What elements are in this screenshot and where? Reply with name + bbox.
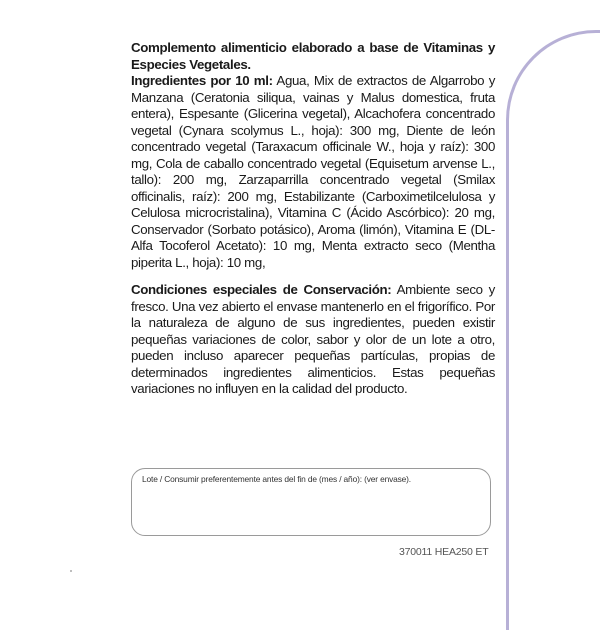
spacer	[131, 271, 495, 282]
product-label	[131, 40, 495, 398]
conservation-text: Ambiente seco y fresco. Una vez abierto el envase mantenerlo en el frigorífico. Por la naturaleza de alguno de sus ingredientes, pueden existir pequeñas variaciones de color, sabor y olor de un lote a otro, pueden incluso aparecer pequeñas partículas, propias de determinados ingredientes alimenticios. Estas pequeñas variaciones no influyen en la calidad del producto.	[131, 282, 495, 396]
lot-expiry-box	[131, 468, 491, 536]
stray-dot	[70, 570, 72, 572]
ingredients-text: Agua, Mix de extractos de Algarrobo y Manzana (Ceratonia siliqua, vainas y Malus domestica, fruta entera), Espesante (Glicerina vegetal), Alcachofera concentrado vegetal (Cynara scolymus L., hoja): 300 mg, Diente de león concentrado vegetal (Taraxacum officinale W., hoja y raíz): 300 mg, Cola de caballo concentrado vegetal (Equisetum arvense L., tallo): 200 mg, Zarzaparrilla concentrado vegetal (Smilax officinalis, raíz): 200 mg, Estabilizante (Carboximetilcelulosa y Celulosa microcristalina), Vitamina C (Ácido Ascórbico): 20 mg, Conservador (Sorbato potásico), Aroma (limón), Vitamina E (DL-Alfa Tocoferol Acetato): 10 mg, Menta extracto seco (Mentha piperita L., hoja): 10 mg,	[131, 73, 495, 270]
conservation-heading: Condiciones especiales de Conservación:	[131, 282, 392, 297]
lot-expiry-label: Lote / Consumir preferentemente antes del fin de (mes / año): (ver envase).	[142, 474, 411, 484]
decorative-edge-curve	[506, 30, 600, 630]
ingredients-heading: Ingredientes por 10 ml:	[131, 73, 273, 88]
product-code: 370011 HEA250 ET	[399, 546, 489, 558]
conservation-paragraph	[131, 282, 495, 398]
ingredients-paragraph	[131, 73, 495, 271]
product-title: Complemento alimenticio elaborado a base de Vitaminas y Especies Vegetales.	[131, 40, 495, 72]
